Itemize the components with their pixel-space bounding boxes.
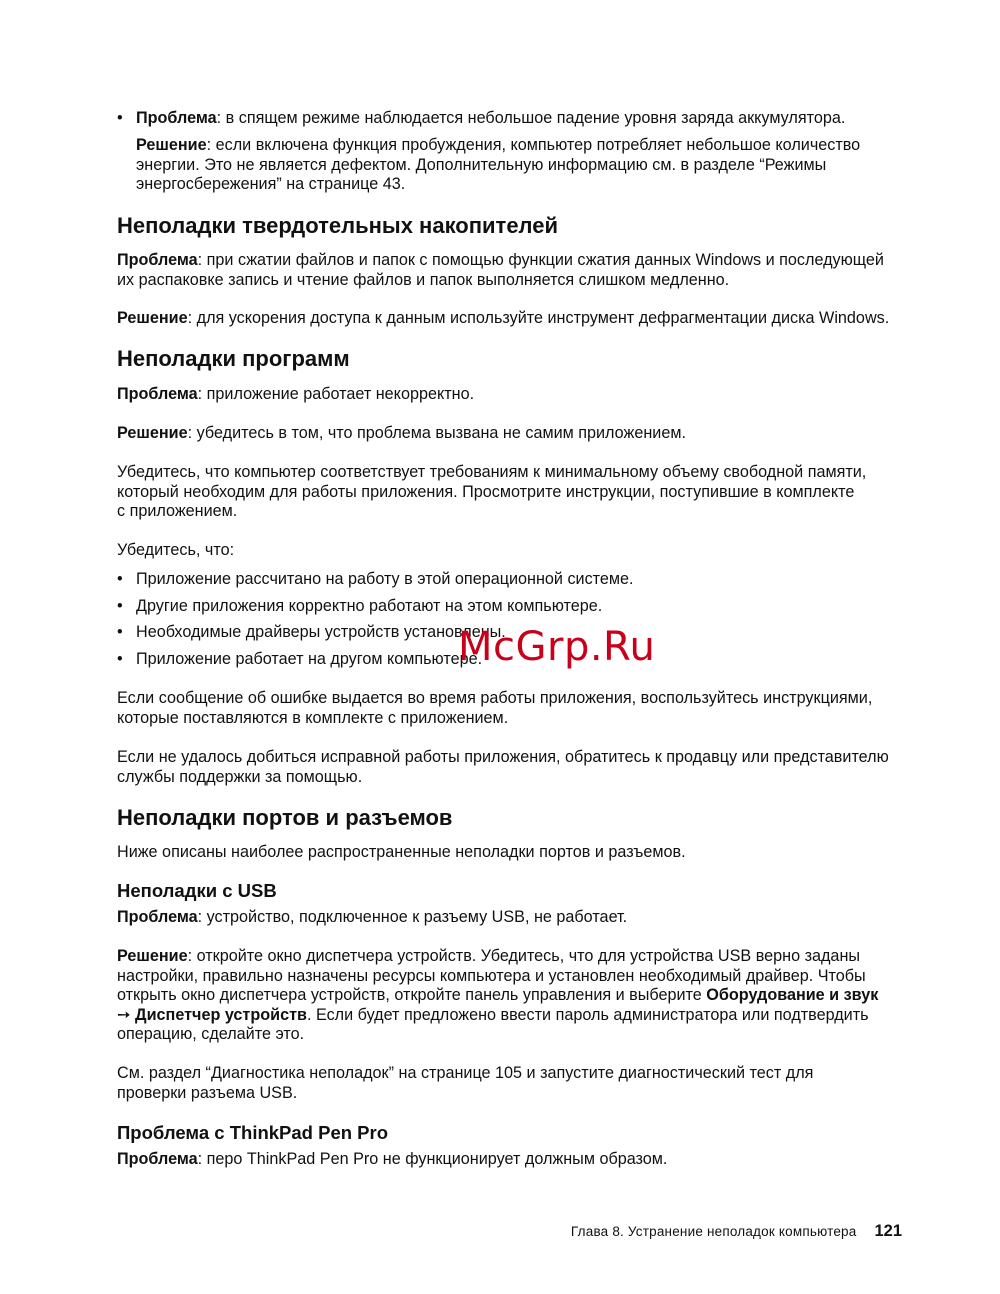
problem-line: их распаковке запись и чтение файлов и папок выполняется слишком медленно. bbox=[117, 270, 730, 289]
software-paragraph-1 bbox=[117, 463, 907, 522]
usb-problem bbox=[117, 908, 907, 928]
software-paragraph-4 bbox=[117, 748, 907, 787]
software-paragraph-2 bbox=[117, 541, 234, 561]
solution-line: : откройте окно диспетчера устройств. Убедитесь, что для устройства USB верно заданы bbox=[187, 947, 861, 965]
usb-solution bbox=[117, 947, 907, 1045]
paragraph-line: Убедитесь, что компьютер соответствует требованиям к минимальному объему свободной памяти, bbox=[117, 463, 867, 481]
intro-problem bbox=[136, 109, 845, 129]
paragraph-line: с приложением. bbox=[117, 502, 238, 521]
ports-intro bbox=[117, 843, 907, 863]
solution-label: Решение bbox=[117, 947, 188, 965]
problem-label: Проблема bbox=[117, 251, 198, 269]
problem-text: : перо ThinkPad Pen Pro не функционирует должным образом. bbox=[197, 1150, 668, 1168]
software-problem bbox=[117, 385, 907, 405]
solution-text: : для ускорения доступа к данным используйте инструмент дефрагментации диска Windows. bbox=[187, 309, 890, 327]
paragraph-line: См. раздел “Диагностика неполадок” на странице 105 и запустите диагностический тест для bbox=[117, 1064, 814, 1082]
menu-path-device-manager: ➙ Диспетчер устройств bbox=[117, 1005, 307, 1024]
section-heading-ports: Неполадки портов и разъемов bbox=[117, 805, 453, 830]
software-paragraph-3 bbox=[117, 689, 907, 728]
problem-text: : устройство, подключенное к разъему USB, не работает. bbox=[197, 908, 628, 926]
menu-path-hardware-sound: Оборудование и звук bbox=[706, 986, 879, 1005]
list-item-text: Другие приложения корректно работают на этом компьютере. bbox=[136, 597, 603, 615]
solution-line: : если включена функция пробуждения, компьютер потребляет небольшое количество bbox=[206, 136, 861, 154]
solution-line: операцию, сделайте это. bbox=[117, 1025, 305, 1044]
problem-label: Проблема bbox=[136, 109, 217, 127]
pen-problem bbox=[117, 1150, 907, 1170]
section-heading-software: Неполадки программ bbox=[117, 346, 350, 371]
list-item-text: Приложение работает на другом компьютере. bbox=[136, 650, 483, 668]
list-item-text: Приложение рассчитано на работу в этой операционной системе. bbox=[136, 570, 634, 588]
usb-see-also bbox=[117, 1064, 907, 1103]
list-item-text: Необходимые драйверы устройств установлены. bbox=[136, 623, 506, 641]
solution-line: настройки, правильно назначены ресурсы компьютера и установлен необходимый драйвер. Чтобы bbox=[117, 966, 866, 985]
bullet-icon: • bbox=[117, 109, 123, 127]
solution-line: открыть окно диспетчера устройств, откройте панель управления и выберите bbox=[117, 986, 707, 1005]
bullet-icon: • bbox=[117, 597, 123, 615]
paragraph-line: Если сообщение об ошибке выдается во время работы приложения, воспользуйтесь инструкциями, bbox=[117, 689, 873, 707]
ssd-solution bbox=[117, 309, 907, 329]
paragraph-line: который необходим для работы приложения. Просмотрите инструкции, поступившие в комплекте bbox=[117, 482, 855, 501]
paragraph-line: службы поддержки за помощью. bbox=[117, 767, 363, 786]
software-solution bbox=[117, 424, 907, 444]
section-heading-ssd: Неполадки твердотельных накопителей bbox=[117, 213, 558, 238]
solution-label: Решение bbox=[117, 309, 188, 327]
paragraph-line: Убедитесь, что: bbox=[117, 541, 235, 559]
bullet-icon: • bbox=[117, 623, 123, 641]
solution-label: Решение bbox=[136, 136, 207, 154]
bullet-icon: • bbox=[117, 650, 123, 668]
bullet-icon: • bbox=[117, 570, 123, 588]
problem-text: : в спящем режиме наблюдается небольшое падение уровня заряда аккумулятора. bbox=[216, 109, 846, 127]
paragraph-line: Ниже описаны наиболее распространенные неполадки портов и разъемов. bbox=[117, 843, 686, 861]
solution-line: энергосбережения” на странице 43. bbox=[136, 175, 406, 194]
paragraph-line: Если не удалось добиться исправной работы приложения, обратитесь к продавцу или представителю bbox=[117, 748, 889, 766]
solution-line: . Если будет предложено ввести пароль администратора или подтвердить bbox=[306, 1005, 869, 1024]
chapter-title: Глава 8. Устранение неполадок компьютера bbox=[570, 1224, 857, 1239]
watermark-logo: McGrp.Ru bbox=[458, 624, 656, 670]
intro-solution bbox=[136, 136, 896, 195]
ssd-problem bbox=[117, 251, 907, 290]
subsection-heading-usb: Неполадки с USB bbox=[117, 880, 277, 901]
solution-label: Решение bbox=[117, 424, 188, 442]
paragraph-line: проверки разъема USB. bbox=[117, 1083, 298, 1102]
problem-line: : при сжатии файлов и папок с помощью функции сжатия данных Windows и последующей bbox=[197, 251, 884, 269]
problem-text: : приложение работает некорректно. bbox=[197, 385, 475, 403]
page-footer bbox=[571, 1222, 902, 1242]
problem-label: Проблема bbox=[117, 1150, 198, 1168]
solution-line: энергии. Это не является дефектом. Дополнительную информацию см. в разделе “Режимы bbox=[136, 155, 827, 174]
paragraph-line: которые поставляются в комплекте с приложением. bbox=[117, 708, 509, 727]
solution-text: : убедитесь в том, что проблема вызвана не самим приложением. bbox=[187, 424, 686, 442]
page-number: 121 bbox=[874, 1222, 902, 1240]
problem-label: Проблема bbox=[117, 385, 198, 403]
subsection-heading-pen: Проблема с ThinkPad Pen Pro bbox=[117, 1122, 389, 1143]
problem-label: Проблема bbox=[117, 908, 198, 926]
